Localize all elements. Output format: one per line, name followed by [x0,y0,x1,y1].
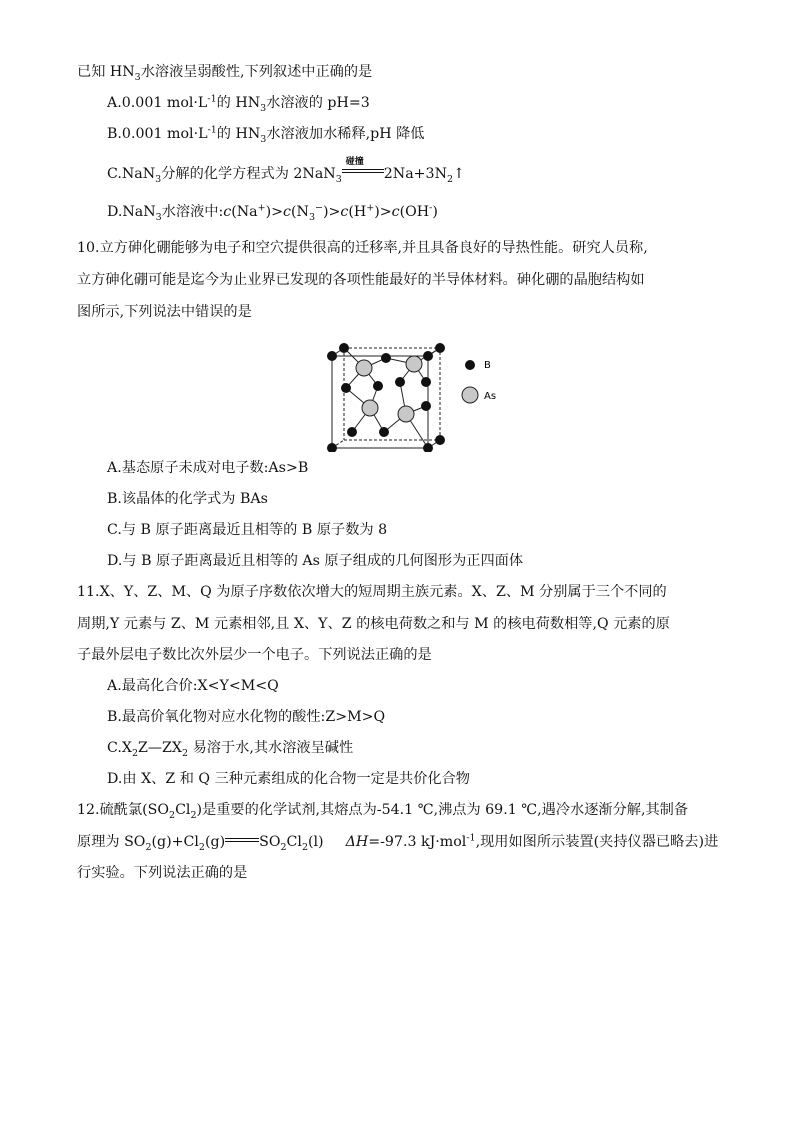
q11-stem-line2: 周期,Y 元素与 Z、M 元素相邻,且 X、Y、Z 的核电荷数之和与 M 的核电荷数相等,Q 元素的原 [77,616,670,632]
b-atom [339,343,349,353]
q10-stem-line1: 10.立方砷化硼能够为电子和空穴提供很高的迁移率,并且具备良好的导热性能。研究人员称, [77,240,648,256]
as-atom [398,406,414,422]
q12-stem-line3: 行实验。下列说法正确的是 [77,865,248,881]
b-atom [421,377,431,387]
as-atom [362,400,378,416]
q9-option-c: C.NaN$_3$分解的化学方程式为 2NaN$_3$ 碰撞 $2Na+3N_2↑$ [107,157,465,185]
q10-option-c: C.与 B 原子距离最近且相等的 B 原子数为 8 [107,522,388,538]
b-atom [379,427,389,437]
b-atom [435,343,445,353]
b-atom [327,443,337,452]
q12-stem-line2: 原理为 $SO_2(g)+Cl_2(g)$ $SO_2Cl_2(l)$ ΔH=-97.3 kJ·mol$^{-1}$,现用如图所示装置(夹持仪器已略去)进 [77,832,719,853]
q10-option-b: B.该晶体的化学式为 BAs [107,491,268,507]
q11-option-d: D.由 X、Z 和 Q 三种元素组成的化合物一定是共价化合物 [107,771,470,787]
q11-option-a: A.最高化合价:X<Y<M<Q [107,678,279,694]
crystal-structure-diagram [322,340,512,452]
q10-stem-line2: 立方砷化硼可能是迄今为止业界已发现的各项性能最好的半导体材料。砷化硼的晶胞结构如 [77,272,645,288]
legend-b-marker [465,360,475,370]
b-atom [423,351,433,361]
b-atom [421,401,431,411]
b-atom [381,353,391,363]
b-atom [435,435,445,445]
q10-option-a: A.基态原子未成对电子数:As>B [107,460,309,476]
q10-option-d: D.与 B 原子距离最近且相等的 As 原子组成的几何图形为正四面体 [107,553,524,569]
q11-option-b: B.最高价氧化物对应水化物的酸性:Z>M>Q [107,709,386,725]
reaction-condition-equals: 碰撞 [342,164,384,178]
q11-stem-line1: 11.X、Y、Z、M、Q 为原子序数依次增大的短周期主族元素。X、Z、M 分别属于三个不同的 [77,584,667,600]
b-atom [373,381,383,391]
b-atom [327,351,337,361]
q9-option-b: B.0.001 $mol\cdot L^{-1}$的 $HN_3$水溶液加水稀释,pH 降低 [107,124,425,145]
b-atom [395,377,405,387]
legend-as-marker [462,387,478,403]
q9-option-a: A.0.001 $mol\cdot L^{-1}$的 $HN_3$水溶液的 pH=3 [107,93,370,114]
q12-stem-line1: 12.硫酰氯$(SO_2Cl_2)$是重要的化学试剂,其熔点为-54.1 ℃,沸点为 69.1 ℃,遇冷水逐渐分解,其制备 [77,802,689,821]
b-atom [423,443,433,452]
as-atom [406,356,422,372]
q9-stem: 已知 $HN_3$水溶液呈弱酸性,下列叙述中正确的是 [77,64,373,83]
q11-stem-line3: 子最外层电子数比次外层少一个电子。下列说法正确的是 [77,647,432,663]
b-atom [341,383,351,393]
legend-b-label: B [484,360,491,371]
q9-option-d: D.NaN$_3$水溶液中$:c(Na^+)>c(N_3^-)>c(H^+)>c(OH^-)$ [107,202,438,223]
as-atom [356,360,372,376]
b-atom [347,427,357,437]
reaction-equals-sign [225,836,259,846]
q11-option-c: $C.X_2Z—ZX_2$ 易溶于水,其水溶液呈碱性 [107,740,354,759]
gas-arrow-icon: ↑ [453,166,465,182]
legend-as-label: As [484,391,497,402]
q10-stem-line3: 图所示,下列说法中错误的是 [77,304,252,320]
